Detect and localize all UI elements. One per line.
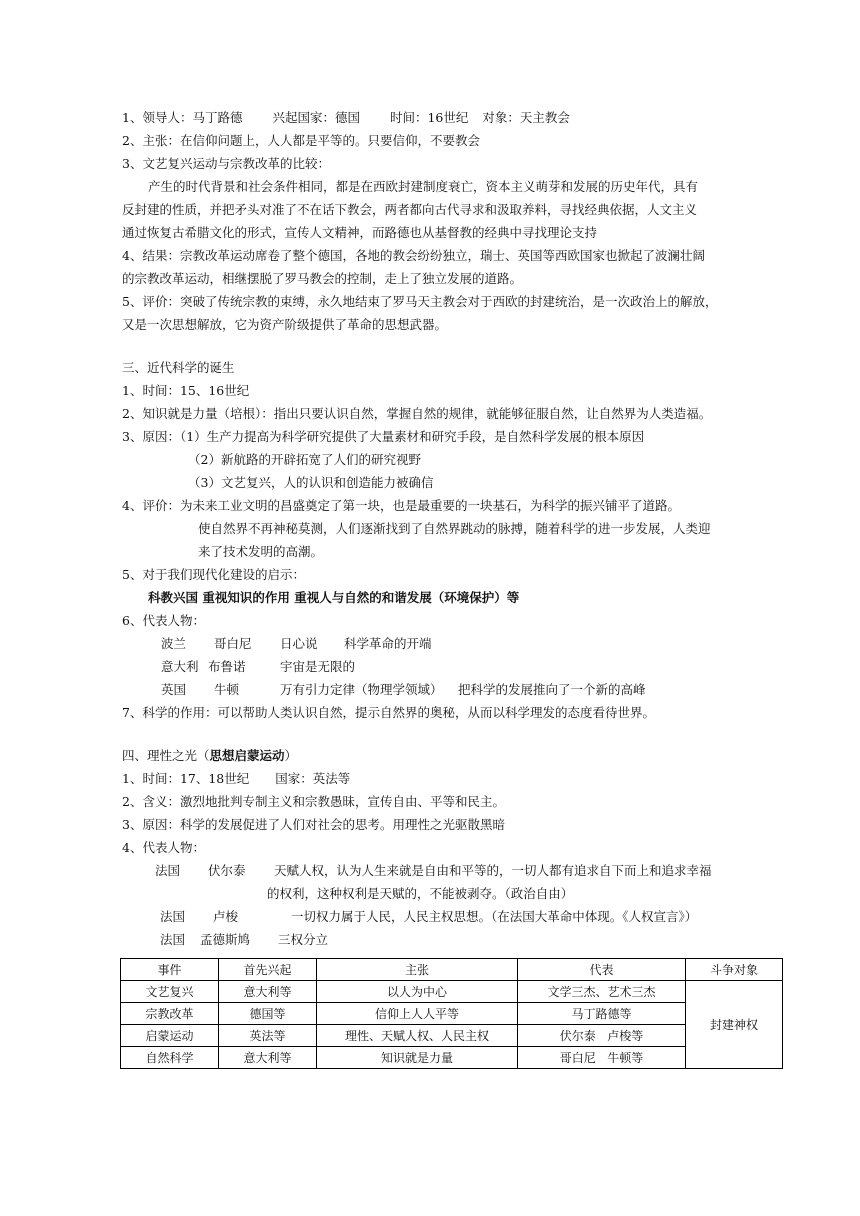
comparison-line-1: 产生的时代背景和社会条件相同，都是在西欧封建制度衰亡，资本主义萌芽和发展的历史年代，具有 [148, 179, 699, 194]
science-insight-title: 5、对于我们现代化建设的启示： [122, 567, 305, 582]
reformation-evaluation-line-2: 又是一次思想解放，它为资产阶级提供了革命的思想武器。 [122, 317, 448, 332]
table-header-row [121, 959, 783, 981]
table-cell: 理性、天赋人权、人民主权 [317, 1025, 518, 1047]
table-cell: 马丁路德等 [518, 1003, 686, 1025]
reformation-evaluation-line-1: 5、评价：突破了传统宗教的束缚，永久地结束了罗马天主教会对于西欧的封建统治，是一次政治上的解放， [122, 294, 718, 309]
reformation-leader-line: 1、领导人：马丁路德 兴起国家：德国 时间：16世纪 对象：天主教会 [122, 110, 570, 125]
table-cell: 自然科学 [121, 1047, 219, 1069]
table-cell: 知识就是力量 [317, 1047, 518, 1069]
table-row [121, 981, 783, 1003]
science-role: 7、科学的作用：可以帮助人类认识自然，提示自然界的奥秘，从而以科学理发的态度看待世界。 [122, 705, 655, 720]
table-header-cell: 代表 [518, 959, 686, 981]
table-cell: 宗教改革 [121, 1003, 219, 1025]
table-cell: 意大利等 [219, 1047, 317, 1069]
science-heading: 三、近代科学的诞生 [122, 360, 235, 375]
enlightenment-figure-row: 法国 孟德斯鸠 三权分立 [160, 932, 329, 947]
science-reason-2: （2）新航路的开辟拓宽了人们的研究视野 [188, 452, 421, 467]
summary-table [120, 958, 783, 1069]
science-reason-1: 3、原因：（1）生产力提高为科学研究提供了大量素材和研究手段，是自然科学发展的根本原因 [122, 429, 645, 444]
table-cell: 德国等 [219, 1003, 317, 1025]
table-cell: 启蒙运动 [121, 1025, 219, 1047]
enlightenment-figure-row: 法国 卢梭 一切权力属于人民，人民主权思想。（在法国大革命中体现。《人权宣言》） [160, 909, 698, 924]
table-cell: 以人为中心 [317, 981, 518, 1003]
science-figure-row: 波兰 哥白尼 日心说 科学革命的开端 [161, 636, 432, 651]
enlightenment-reason: 3、原因：科学的发展促进了人们对社会的思考。用理性之光驱散黑暗 [122, 817, 505, 832]
table-cell: 文学三杰、艺术三杰 [518, 981, 686, 1003]
science-figure-row: 英国 牛顿 万有引力定律（物理学领域） 把科学的发展推向了一个新的高峰 [161, 682, 646, 697]
table-cell: 英法等 [219, 1025, 317, 1047]
enlightenment-meaning: 2、含义：激烈地批判专制主义和宗教愚昧，宣传自由、平等和民主。 [122, 794, 505, 809]
science-figure-row: 意大利 布鲁诺 宇宙是无限的 [161, 659, 356, 674]
enlightenment-heading: 四、理性之光（思想启蒙运动） [122, 748, 298, 763]
table-row [121, 1025, 783, 1047]
table-header-cell: 事件 [121, 959, 219, 981]
reformation-comparison-title: 3、文艺复兴运动与宗教改革的比较： [122, 156, 330, 171]
merged-target-cell: 封建神权 [686, 981, 783, 1069]
science-insight-bold: 科教兴国 重视知识的作用 重视人与自然的和谐发展（环境保护）等 [148, 590, 520, 605]
table-row [121, 1047, 783, 1069]
science-reason-3: （3）文艺复兴，人的认识和创造能力被确信 [188, 475, 434, 490]
science-knowledge: 2、知识就是力量（培根）：指出只要认识自然，掌握自然的规律，就能够征服自然，让自然界为人类造福。 [122, 406, 712, 421]
science-evaluation-1: 4、评价：为未来工业文明的昌盛奠定了第一块，也是最重要的一块基石，为科学的振兴铺平了道路。 [122, 498, 680, 513]
science-evaluation-3: 来了技术发明的高潮。 [198, 544, 324, 559]
table-cell: 文艺复兴 [121, 981, 219, 1003]
reformation-claim: 2、主张：在信仰问题上，人人都是平等的。只要信仰，不要教会 [122, 133, 480, 148]
enlightenment-figures-title: 4、代表人物： [122, 840, 205, 855]
table-header-cell: 主张 [317, 959, 518, 981]
table-cell: 信仰上人人平等 [317, 1003, 518, 1025]
comparison-line-2: 反封建的性质，并把矛头对准了不在话下教会，两者都向古代寻求和汲取养料，寻找经典依据，人文主义 [122, 202, 698, 217]
science-figures-title: 6、代表人物： [122, 613, 205, 628]
reformation-result-line-1: 4、结果：宗教改革运动席卷了整个德国，各地的教会纷纷独立，瑞士、英国等西欧国家也掀起了波澜壮阔 [122, 248, 705, 263]
table-header-cell: 斗争对象 [686, 959, 783, 981]
enlightenment-time-line: 1、时间：17、18世纪 国家：英法等 [122, 771, 351, 786]
table-header-cell: 首先兴起 [219, 959, 317, 981]
science-evaluation-2: 使自然界不再神秘莫测，人们逐渐找到了自然界跳动的脉搏，随着科学的进一步发展，人类迎 [198, 521, 711, 536]
table-cell: 哥白尼 牛顿等 [518, 1047, 686, 1069]
reformation-result-line-2: 的宗教改革运动，相继摆脱了罗马教会的控制，走上了独立发展的道路。 [122, 271, 523, 286]
enlightenment-figure-row: 法国 伏尔泰 天赋人权，认为人生来就是自由和平等的，一切人都有追求自下而上和追求幸福 [155, 863, 712, 878]
enlightenment-figure-continuation: 的权利，这种权利是天赋的，不能被剥夺。（政治自由） [267, 886, 574, 901]
comparison-line-3: 通过恢复古希腊文化的形式，宣传人文精神，而路德也从基督教的经典中寻找理论支持 [122, 225, 598, 240]
table-row [121, 1003, 783, 1025]
table-cell: 意大利等 [219, 981, 317, 1003]
table-cell: 伏尔泰 卢梭等 [518, 1025, 686, 1047]
science-time: 1、时间：15、16世纪 [122, 383, 250, 398]
